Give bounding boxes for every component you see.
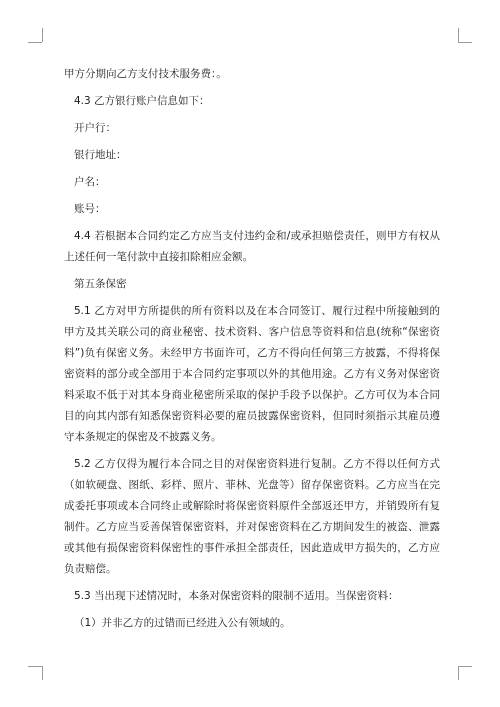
crop-mark-top-left-h [28, 42, 42, 43]
crop-mark-top-right-h [458, 42, 472, 43]
bank-name-line: 开户行： [74, 122, 116, 134]
crop-mark-top-right-v [458, 28, 459, 42]
account-number-line: 账号： [74, 203, 106, 215]
crop-mark-bottom-right-h [458, 666, 472, 667]
clause-5-2-paragraph: 5.2 乙方仅得为履行本合同之目的对保密资料进行复制。乙方不得以任何方式（如软硬盘、图纸、彩样、照片、菲林、光盘等）留存保密资料。乙方应当在完成委托事项或本合同终止或解除时将保密资料原件全部返还甲方，并销毁所有复制件。乙方应当妥善保管保密资料，并对保密资料在乙方期间发生的被盗、泄露或其他有损保密资料保密性的事件承担全部责任，因此造成甲方损失的，乙方应负责赔偿。 [64, 458, 440, 575]
clause-4-3-heading: 4.3 乙方银行账户信息如下： [74, 95, 210, 107]
bank-address-line: 银行地址： [74, 149, 127, 161]
clause-5-3-item-1: （1）并非乙方的过错而已经进入公有领域的。 [74, 617, 291, 629]
document-body [64, 64, 440, 634]
section-5-heading: 第五条保密 [74, 278, 127, 290]
clause-5-1-paragraph: 5.1 乙方对甲方所提供的所有资料以及在本合同签订、履行过程中所接触到的甲方及其关联公司的商业秘密、技术资料、客户信息等资料和信息(统称“保密资料”)负有保密义务。未经甲方书面许可，乙方不得向任何第三方披露，不得将保密资料的部分或全部用于本合同约定事项以外的其他用途。乙方有义务对保密资料采取不低于对其本身商业秘密所采取的保护手段予以保护。乙方可仅为本合同目的向其内部有知悉保密资料必要的雇员披露保密资料，但同时须指示其雇员遵守本条规定的保密及不披露义务。 [64, 305, 440, 443]
account-name-line: 户名： [74, 176, 106, 188]
crop-mark-bottom-right-v [458, 666, 459, 680]
clause-4-4-paragraph: 4.4 若根据本合同约定乙方应当支付违约金和/或承担赔偿责任，则甲方有权从上述任何一笔付款中直接扣除相应金额。 [64, 230, 440, 263]
payment-installment-line: 甲方分期向乙方支付技术服务费：。 [64, 68, 227, 80]
crop-mark-bottom-left-v [42, 666, 43, 680]
clause-5-3-paragraph: 5.3 当出现下述情况时，本条对保密资料的限制不适用。当保密资料： [74, 590, 399, 602]
crop-mark-top-left-v [42, 28, 43, 42]
crop-mark-bottom-left-h [28, 666, 42, 667]
